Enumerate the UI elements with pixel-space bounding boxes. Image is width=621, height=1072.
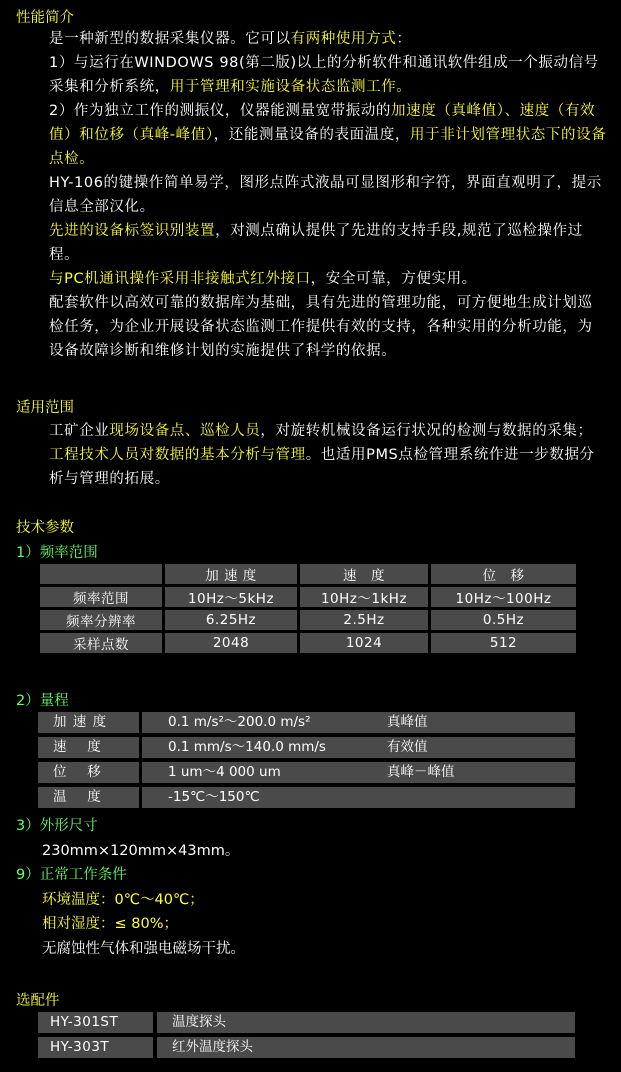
option-desc: 温度探头 — [157, 1012, 575, 1033]
range-value-cell — [142, 787, 575, 808]
freq-header-row — [40, 564, 576, 584]
range-row-temp — [38, 787, 575, 808]
range-value-cell — [142, 737, 575, 758]
freq-header-disp: 位 移 — [431, 564, 576, 584]
range-value: 0.1 m/s²～200.0 m/s² — [168, 714, 311, 730]
range-name: 位 移 — [38, 762, 139, 783]
option-desc: 红外温度探头 — [157, 1037, 575, 1058]
freq-table — [37, 561, 579, 656]
range-row-vel — [38, 737, 575, 758]
range-value: 1 um～4 000 um — [168, 764, 281, 780]
range-name: 速 度 — [38, 737, 139, 758]
intro-p1: 是一种新型的数据采集仪器。它可以有两种使用方式： — [49, 31, 412, 47]
range-value-cell — [142, 762, 575, 783]
range-value-cell — [142, 712, 575, 733]
range-name: 温 度 — [38, 787, 139, 808]
intro-p5: 先进的设备标签识别装置，对测点确认提供了先进的支持手段,规范了巡检操作过程。 — [49, 223, 583, 263]
cond-title: 9）正常工作条件 — [16, 867, 127, 883]
intro-p2: 1）与运行在WINDOWS 98(第二版)以上的分析软件和通讯软件组成一个振动信号采集和分析系统，用于管理和实施设备状态监测工作。 — [49, 55, 599, 95]
range-row-accel — [38, 712, 575, 733]
freq-cell: 频率分辨率 — [40, 610, 162, 630]
size-title: 3）外形尺寸 — [16, 818, 98, 834]
intro-paragraphs — [15, 27, 607, 363]
freq-header-vel: 速 度 — [300, 564, 428, 584]
intro-title: 性能简介 — [16, 10, 74, 26]
cond-humidity: 相对湿度：≤ 80%； — [42, 916, 178, 932]
intro-p6: 与PC机通讯操作采用非接触式红外接口，安全可靠，方便实用。 — [49, 271, 477, 287]
range-value: 0.1 mm/s～140.0 mm/s — [168, 739, 326, 755]
intro-p3: 2）作为独立工作的测振仪，仪器能测量宽带振动的加速度（真峰值）、速度（有效值）和位移（真峰-峰值），还能测量设备的表面温度，用于非计划管理状态下的设备点检。 — [49, 103, 607, 167]
freq-cell: 10Hz～5kHz — [165, 587, 297, 607]
option-model: HY-301ST — [38, 1012, 153, 1033]
freq-cell: 采样点数 — [40, 633, 162, 653]
table-row — [40, 610, 576, 630]
freq-cell: 0.5Hz — [431, 610, 576, 630]
intro-p4: HY-106的键操作简单易学，图形点阵式液晶可显图形和字符，界面直观明了，提示信息全部汉化。 — [49, 175, 602, 215]
options-title: 选配件 — [16, 993, 60, 1009]
option-row — [38, 1012, 575, 1033]
option-row — [38, 1037, 575, 1058]
freq-title: 1）频率范围 — [16, 545, 98, 561]
intro-p7: 配套软件以高效可靠的数据库为基础，具有先进的管理功能，可方便地生成计划巡检任务，为企业开展设备状态监测工作提供有效的支持，各种实用的分析功能，为设备故障诊断和维修计划的实施提供了科学的依据。 — [49, 295, 593, 359]
freq-cell: 10Hz～100Hz — [431, 587, 576, 607]
range-note: 真峰值 — [387, 714, 428, 730]
cond-other: 无腐蚀性气体和强电磁场干扰。 — [42, 941, 245, 957]
scope-title: 适用范围 — [16, 400, 74, 416]
freq-cell: 10Hz～1kHz — [300, 587, 428, 607]
range-title: 2）量程 — [16, 693, 69, 709]
scope-paragraph — [15, 419, 607, 491]
freq-header-blank — [40, 564, 162, 584]
range-value: -15℃～150℃ — [168, 789, 260, 805]
range-note: 真峰－峰值 — [387, 764, 455, 780]
table-row — [40, 587, 576, 607]
freq-cell: 2.5Hz — [300, 610, 428, 630]
freq-cell: 频率范围 — [40, 587, 162, 607]
range-row-disp — [38, 762, 575, 783]
freq-cell: 1024 — [300, 633, 428, 653]
table-row — [40, 633, 576, 653]
freq-cell: 6.25Hz — [165, 610, 297, 630]
freq-header-accel: 加 速 度 — [165, 564, 297, 584]
freq-cell: 2048 — [165, 633, 297, 653]
option-model: HY-303T — [38, 1037, 153, 1058]
tech-title: 技术参数 — [16, 520, 74, 536]
scope-text: 工矿企业现场设备点、巡检人员，对旋转机械设备运行状况的检测与数据的采集；工程技术人员对数据的基本分析与管理。也适用PMS点检管理系统作进一步数据分析与管理的拓展。 — [49, 423, 595, 487]
range-name: 加 速 度 — [38, 712, 139, 733]
size-value: 230mm×120mm×43mm。 — [42, 843, 240, 859]
cond-temp: 环境温度：0℃～40℃； — [42, 892, 204, 908]
freq-cell: 512 — [431, 633, 576, 653]
range-note: 有效值 — [387, 739, 428, 755]
